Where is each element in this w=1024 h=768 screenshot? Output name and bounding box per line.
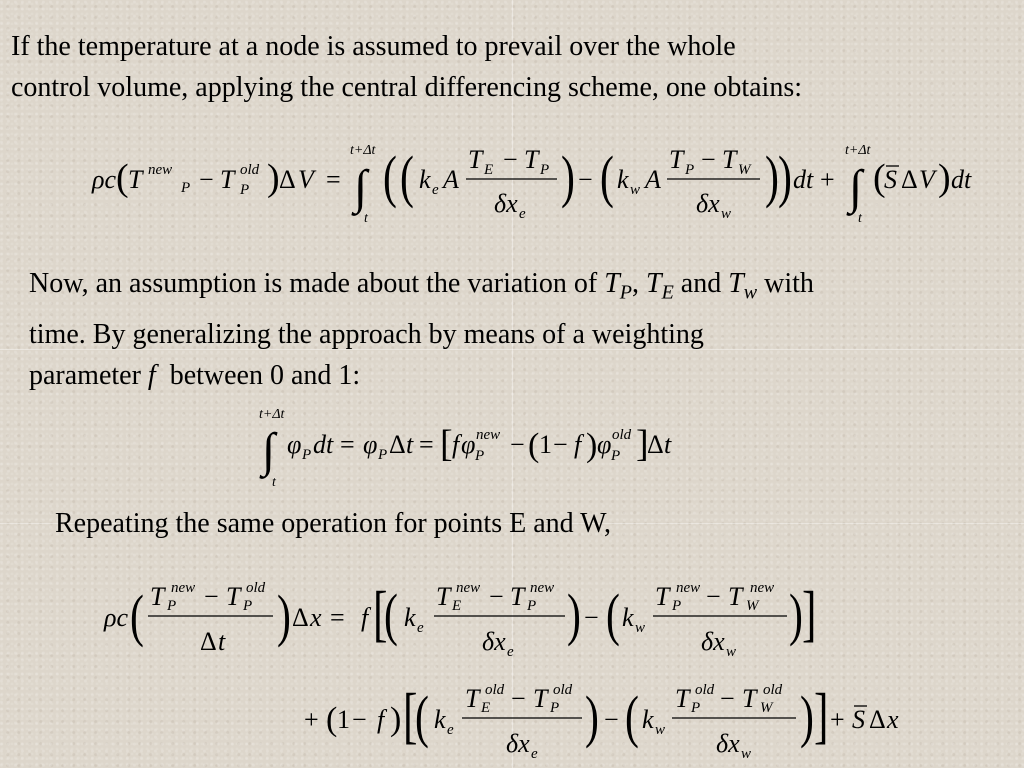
svg-text:∫: ∫ [849,161,863,214]
svg-text:(: ( [528,427,540,464]
svg-text:t: t [858,211,862,226]
svg-text:k: k [404,603,416,632]
svg-text:−: − [489,582,504,611]
svg-text:w: w [635,620,646,636]
svg-text:T: T [436,582,451,611]
svg-text:): ) [778,144,792,209]
svg-text:E: E [481,700,491,716]
svg-text:P: P [550,700,560,716]
svg-text:1: 1 [337,705,350,734]
svg-text:∫: ∫ [262,424,276,477]
assumption-text: between 0 and 1: [155,359,361,391]
svg-text:T: T [742,684,757,713]
svg-text:T: T [226,582,241,611]
svg-text:−: − [503,145,518,174]
svg-text:T: T [722,145,737,174]
assumption-line-2: time. By generalizing the approach by means of a weighting [29,318,704,350]
svg-text:Δ: Δ [389,430,406,459]
svg-text:ρc: ρc [92,165,117,194]
svg-text:=: = [330,603,345,632]
svg-text:T: T [220,165,235,194]
svg-text:e: e [432,182,439,198]
equation-1 [0,130,1024,230]
svg-text:φ: φ [287,430,302,459]
svg-text:(: ( [116,157,129,199]
svg-text:t+Δt: t+Δt [259,407,285,422]
svg-text:t: t [218,627,226,656]
svg-text:φ: φ [597,430,612,459]
svg-text:δx: δx [482,627,506,656]
svg-text:(: ( [873,157,886,199]
svg-text:): ) [800,684,814,749]
svg-text:old: old [240,162,260,178]
svg-text:T: T [728,582,743,611]
variable-subscript: w [743,281,758,304]
intro-line-1: If the temperature at a node is assumed to prevail over the whole [11,31,736,62]
svg-text:Δ: Δ [200,627,217,656]
svg-text:): ) [277,583,291,648]
svg-text:W: W [760,700,773,716]
svg-text:x: x [310,603,322,632]
intro-paragraph [11,26,802,108]
svg-text:T: T [669,145,684,174]
repeat-paragraph [55,503,611,544]
variable-subscript: E [661,281,674,304]
svg-text:): ) [567,582,581,647]
svg-text:=: = [326,165,341,194]
separator: , [631,268,646,299]
svg-text:Δ: Δ [279,165,296,194]
svg-text:new: new [676,580,701,596]
svg-text:−: − [706,582,721,611]
variable-t: T [604,268,620,299]
svg-text:new: new [171,580,196,596]
svg-text:): ) [561,144,575,209]
svg-text:]: ] [814,680,829,750]
svg-text:dt: dt [793,165,814,194]
equation-2 [0,398,1024,493]
svg-text:−: − [510,430,525,459]
svg-text:T: T [150,582,165,611]
svg-text:w: w [630,182,641,198]
separator: and [673,268,729,299]
svg-text:t+Δt: t+Δt [845,143,871,158]
svg-text:Δ: Δ [869,705,886,734]
svg-text:f: f [377,705,385,734]
svg-text:new: new [456,580,481,596]
svg-text:P: P [685,162,695,178]
svg-text:T: T [524,145,539,174]
svg-text:): ) [586,427,598,464]
variable-t: T [645,268,662,299]
variable-subscript: P [619,281,632,304]
svg-text:T: T [533,684,548,713]
svg-text:δx: δx [696,189,720,218]
svg-text:x: x [887,705,899,734]
svg-text:P: P [378,447,388,463]
svg-text:(: ( [130,583,144,648]
svg-text:dt: dt [313,430,334,459]
svg-text:old: old [612,427,632,443]
svg-text:−: − [199,165,214,194]
svg-text:∫: ∫ [354,161,368,214]
svg-text:W: W [746,598,759,614]
svg-text:w: w [655,722,666,738]
svg-text:P: P [243,598,253,614]
svg-text:δx: δx [506,729,530,758]
svg-text:−: − [578,165,593,194]
svg-text:(: ( [415,684,429,749]
assumption-line-1 [29,263,814,314]
svg-text:old: old [485,682,505,698]
svg-text:S: S [852,705,865,734]
svg-text:): ) [585,684,599,749]
svg-text:−: − [720,684,735,713]
svg-text:δx: δx [701,627,725,656]
svg-text:): ) [765,144,779,209]
svg-text:P: P [672,598,682,614]
svg-text:φ: φ [363,430,378,459]
svg-text:w: w [721,206,732,222]
assumption-text: with [757,268,814,299]
svg-text:δx: δx [494,189,518,218]
svg-text:+: + [304,705,319,734]
svg-text:=: = [419,430,434,459]
svg-text:): ) [267,157,280,199]
svg-text:(: ( [600,144,614,209]
svg-text:T: T [510,582,525,611]
svg-text:P: P [167,598,177,614]
svg-text:Δ: Δ [647,430,664,459]
svg-text:t+Δt: t+Δt [350,143,376,158]
svg-text:T: T [128,165,143,194]
svg-text:e: e [519,206,526,222]
svg-text:f: f [361,603,369,632]
svg-text:dt: dt [951,165,972,194]
svg-text:e: e [417,620,424,636]
svg-text:(: ( [326,701,338,738]
svg-text:P: P [611,448,621,464]
svg-text:k: k [642,705,654,734]
svg-text:P: P [475,448,485,464]
svg-text:−: − [511,684,526,713]
equation-3-line-2 [0,670,1024,768]
svg-text:−: − [604,705,619,734]
svg-text:V: V [298,165,314,194]
svg-text:A: A [645,165,661,194]
svg-text:(: ( [384,582,398,647]
svg-text:(: ( [400,144,414,209]
svg-text:P: P [181,180,191,196]
svg-text:k: k [617,165,629,194]
svg-text:): ) [789,582,803,647]
svg-text:]: ] [636,423,649,465]
svg-text:e: e [531,746,538,762]
svg-text:): ) [938,157,951,199]
svg-text:(: ( [383,144,397,209]
svg-text:new: new [148,162,173,178]
assumption-text: parameter [29,359,148,391]
variable-f: f [147,359,156,391]
svg-text:Δ: Δ [292,603,309,632]
svg-text:T: T [655,582,670,611]
svg-text:T: T [465,684,480,713]
svg-text:Δ: Δ [901,165,918,194]
assumption-line-3 [29,355,814,396]
equation-3-line-1 [0,568,1024,663]
svg-text:old: old [695,682,715,698]
svg-text:k: k [434,705,446,734]
assumption-paragraph [29,263,814,396]
svg-text:+: + [830,705,845,734]
svg-text:P: P [302,447,312,463]
svg-text:φ: φ [461,430,476,459]
svg-text:ρc: ρc [104,603,129,632]
svg-text:): ) [390,701,402,738]
repeat-line-1: Repeating the same operation for points E and W, [55,508,611,539]
svg-text:t: t [406,430,414,459]
svg-text:new: new [530,580,555,596]
svg-text:[: [ [402,680,418,750]
svg-text:−: − [584,603,599,632]
svg-text:e: e [447,722,454,738]
svg-text:[: [ [440,423,453,465]
svg-text:e: e [507,644,514,660]
svg-text:+: + [820,165,835,194]
assumption-text: Now, an assumption is made about the variation of [29,268,605,299]
svg-text:P: P [527,598,537,614]
svg-text:P: P [691,700,701,716]
svg-text:−: − [204,582,219,611]
svg-text:−: − [553,430,568,459]
svg-text:V: V [919,165,935,194]
svg-text:k: k [419,165,431,194]
svg-text:w: w [741,746,752,762]
svg-text:1: 1 [539,430,552,459]
svg-text:w: w [726,644,737,660]
svg-text:−: − [701,145,716,174]
svg-text:new: new [750,580,775,596]
variable-t: T [728,268,744,299]
svg-text:−: − [352,705,367,734]
svg-text:]: ] [802,578,817,648]
svg-text:old: old [763,682,783,698]
svg-text:(: ( [606,582,620,647]
svg-text:δx: δx [716,729,740,758]
svg-text:f: f [452,430,460,459]
svg-text:new: new [476,427,501,443]
svg-text:k: k [622,603,634,632]
svg-text:S: S [884,165,897,194]
svg-text:old: old [246,580,266,596]
intro-line-2: control volume, applying the central differencing scheme, one obtains: [11,72,803,103]
svg-text:(: ( [625,684,639,749]
svg-text:T: T [468,145,483,174]
svg-text:P: P [240,182,250,198]
svg-text:f: f [574,430,582,459]
svg-text:E: E [484,162,494,178]
svg-text:A: A [443,165,459,194]
svg-text:t: t [272,475,276,490]
svg-text:P: P [540,162,550,178]
svg-text:[: [ [373,578,388,648]
svg-text:=: = [340,430,355,459]
svg-text:E: E [452,598,462,614]
svg-text:W: W [738,162,751,178]
svg-text:t: t [364,211,368,226]
svg-text:T: T [675,684,690,713]
svg-text:t: t [664,430,672,459]
svg-text:old: old [553,682,573,698]
